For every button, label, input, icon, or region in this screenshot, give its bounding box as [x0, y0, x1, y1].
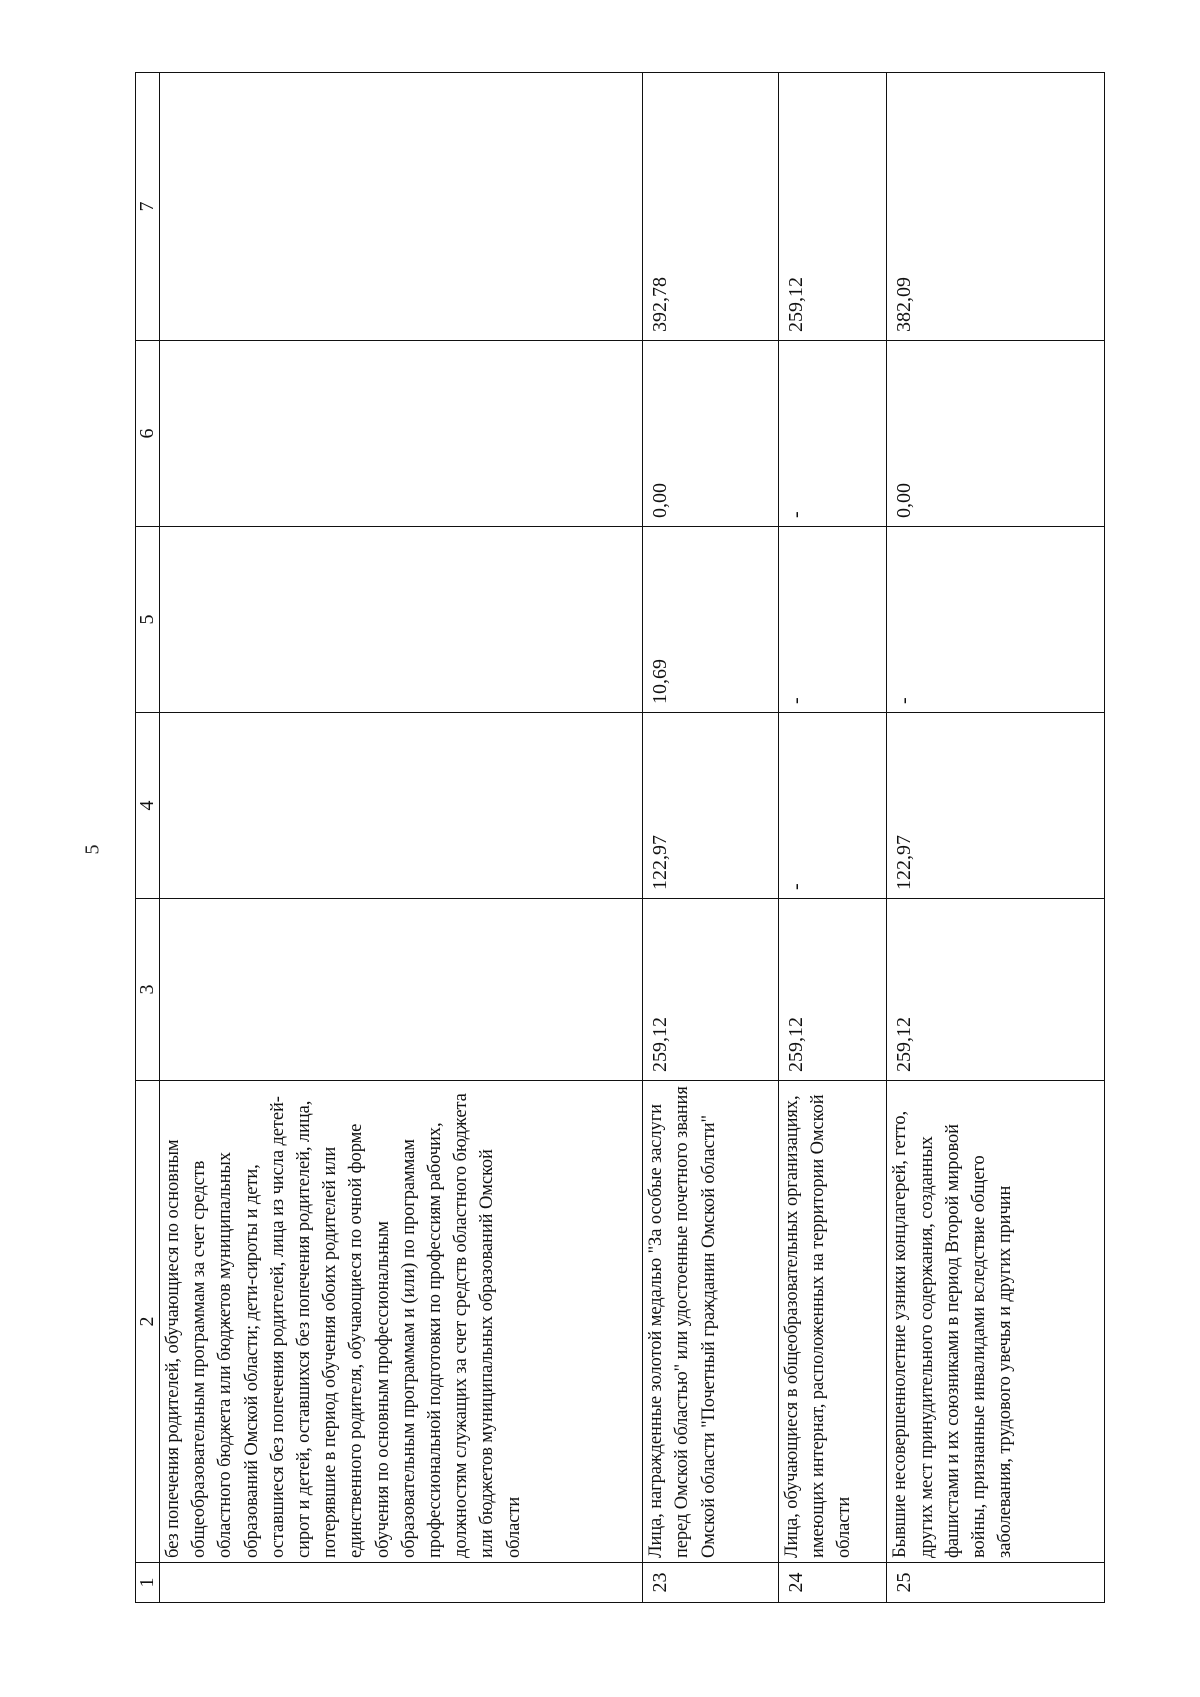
- benefits-table: [135, 72, 1105, 1603]
- column-header-7: 7: [136, 73, 160, 341]
- cell-col-4: -: [778, 713, 887, 899]
- row-description: Лица, награжденные золотой медалью "За особые заслуги перед Омской областью" или удостоенные почетного звания Омской области "Почетный гражданин Омской области": [643, 1081, 778, 1563]
- table-row: [643, 73, 778, 1603]
- cell-col-3: 259,12: [643, 899, 778, 1081]
- column-header-6: 6: [136, 341, 160, 527]
- column-header-4: 4: [136, 713, 160, 899]
- row-number: [160, 1563, 643, 1603]
- column-header-1: 1: [136, 1563, 160, 1603]
- cell-col-6: 0,00: [643, 341, 778, 527]
- cell-col-3: 259,12: [778, 899, 887, 1081]
- row-number: 24: [778, 1563, 887, 1603]
- cell-col-5: -: [887, 527, 1105, 713]
- cell-col-7: 392,78: [643, 73, 778, 341]
- column-header-3: 3: [136, 899, 160, 1081]
- table-row: [778, 73, 887, 1603]
- row-description: Бывшие несовершеннолетние узники концлагерей, гетто, других мест принудительного содержания, созданных фашистами и их союзниками в период Второй мировой войны, признанные инвалидами вследствие общего заболевания, трудового увечья и других причин: [887, 1081, 1105, 1563]
- column-header-2: 2: [136, 1081, 160, 1563]
- cell-col-4: 122,97: [887, 713, 1105, 899]
- cell-col-5: -: [778, 527, 887, 713]
- cell-col-7: 259,12: [778, 73, 887, 341]
- table-row: [160, 73, 643, 1603]
- rotated-table-container: [135, 73, 1105, 1603]
- column-header-5: 5: [136, 527, 160, 713]
- cell-col-3: 259,12: [887, 899, 1105, 1081]
- cell-col-6: -: [778, 341, 887, 527]
- row-description: без попечения родителей, обучающиеся по основным общеобразовательным программам за счет средств областного бюджета или бюджетов муниципальных образований Омской области; дети-сироты и дети, оставшиеся без попечения родителей, лица из числа детей-сирот и детей, оставшихся без попечения родителей, лица, потерявшие в период обучения обоих родителей или единственного родителя, обучающиеся по очной форме обучения по основным профессиональным образовательным программам и (или) по программам профессиональной подготовки по профессиям рабочих, должностям служащих за счет средств областного бюджета или бюджетов муниципальных образований Омской области: [160, 1081, 643, 1563]
- cell-col-4: [160, 713, 643, 899]
- cell-col-4: 122,97: [643, 713, 778, 899]
- cell-col-5: 10,69: [643, 527, 778, 713]
- cell-col-3: [160, 899, 643, 1081]
- header-row: [136, 73, 160, 1603]
- row-description: Лица, обучающиеся в общеобразовательных организациях, имеющих интернат, расположенных на территории Омской области: [778, 1081, 887, 1563]
- page-number: 5: [81, 844, 104, 855]
- table-row: [887, 73, 1105, 1603]
- cell-col-7: [160, 73, 643, 341]
- cell-col-6: [160, 341, 643, 527]
- row-number: 25: [887, 1563, 1105, 1603]
- cell-col-7: 382,09: [887, 73, 1105, 341]
- cell-col-5: [160, 527, 643, 713]
- row-number: 23: [643, 1563, 778, 1603]
- cell-col-6: 0,00: [887, 341, 1105, 527]
